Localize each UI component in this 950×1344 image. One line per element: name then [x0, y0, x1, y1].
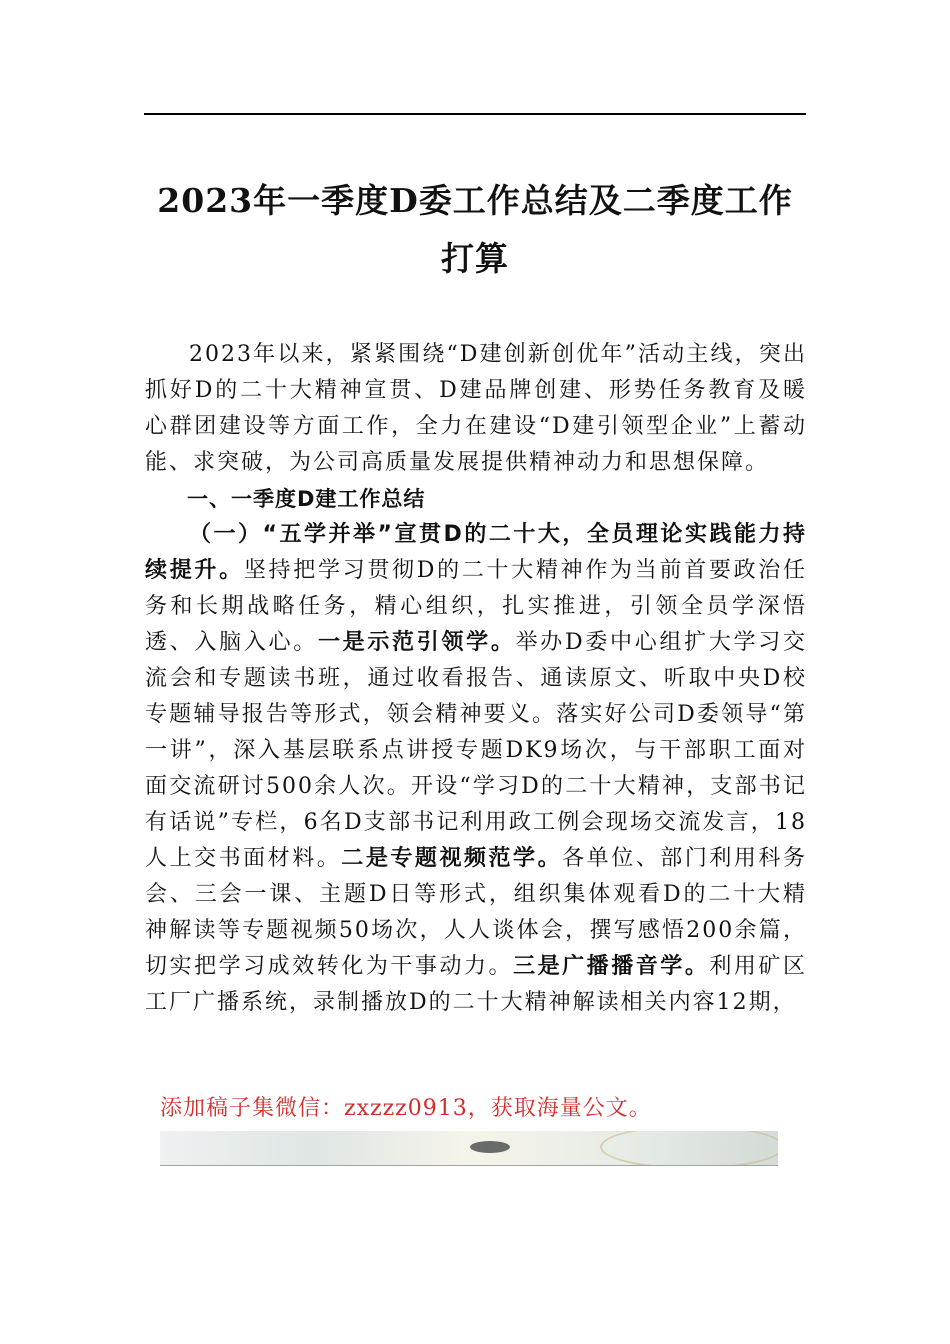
bold-point-3: 三是广播播音学。: [513, 954, 710, 979]
paragraph-text-3: 各单位、部门利用科务会、三会一课、主题D日等形式，组织集体观看D的二十大精神解读等专题视频50场次，人人谈体会，撰写感悟200余篇，切实把学习成效转化为干事动力。: [145, 846, 807, 979]
title-line-1: 2023年一季度D委工作总结及二季度工作: [157, 181, 793, 220]
paragraph-text-1: 坚持把学习贯彻D的二十大精神作为当前首要政治任务和长期战略任务，精心组织，扎实推进，引领全员学深悟透、入脑入心。: [145, 558, 807, 655]
promo-text: 添加稿子集微信：zxzzz0913，获取海量公文。: [160, 1096, 652, 1121]
section-heading: 一、一季度D建工作总结: [187, 487, 426, 511]
paragraph-text-2: 举办D委中心组扩大学习交流会和专题读书班，通过收看报告、通读原文、听取中央D校专题辅导报告等形式，领会精神要义。落实好公司D委领导“第一讲”，深入基层联系点讲授专题DK9场次，与干部职工面对面交流研讨500余人次。开设“学习D的二十大精神，支部书记有话说”专栏，6名D支部书记利用政工例会现场交流发言，18人上交书面材料。: [145, 630, 807, 871]
subsection-heading: （一）“五学并举”宣贯D的二十大，全员理论实践能力持续提升。: [145, 522, 807, 583]
bold-point-1: 一是示范引领学。: [317, 630, 516, 655]
title-line-2: 打算: [441, 239, 509, 278]
banner-wave: [600, 1131, 778, 1166]
subsection-paragraph: [145, 517, 807, 1021]
document-title: [120, 172, 830, 288]
document-body: [145, 337, 807, 1021]
header-rule: [144, 113, 806, 115]
paragraph-text-4: 利用矿区工厂广播系统，录制播放D的二十大精神解读相关内容12期，: [145, 954, 807, 1015]
intro-paragraph: 2023年以来，紧紧围绕“D建创新创优年”活动主线，突出抓好D的二十大精神宣贯、D建品牌创建、形势任务教育及暖心群团建设等方面工作，全力在建设“D建引领型企业”上蓄动能、求突破，为公司高质量发展提供精神动力和思想保障。: [145, 342, 807, 475]
banner-figure: [470, 1141, 510, 1153]
bold-point-2: 二是专题视频范学。: [341, 846, 563, 871]
decorative-banner-image: [160, 1131, 778, 1166]
